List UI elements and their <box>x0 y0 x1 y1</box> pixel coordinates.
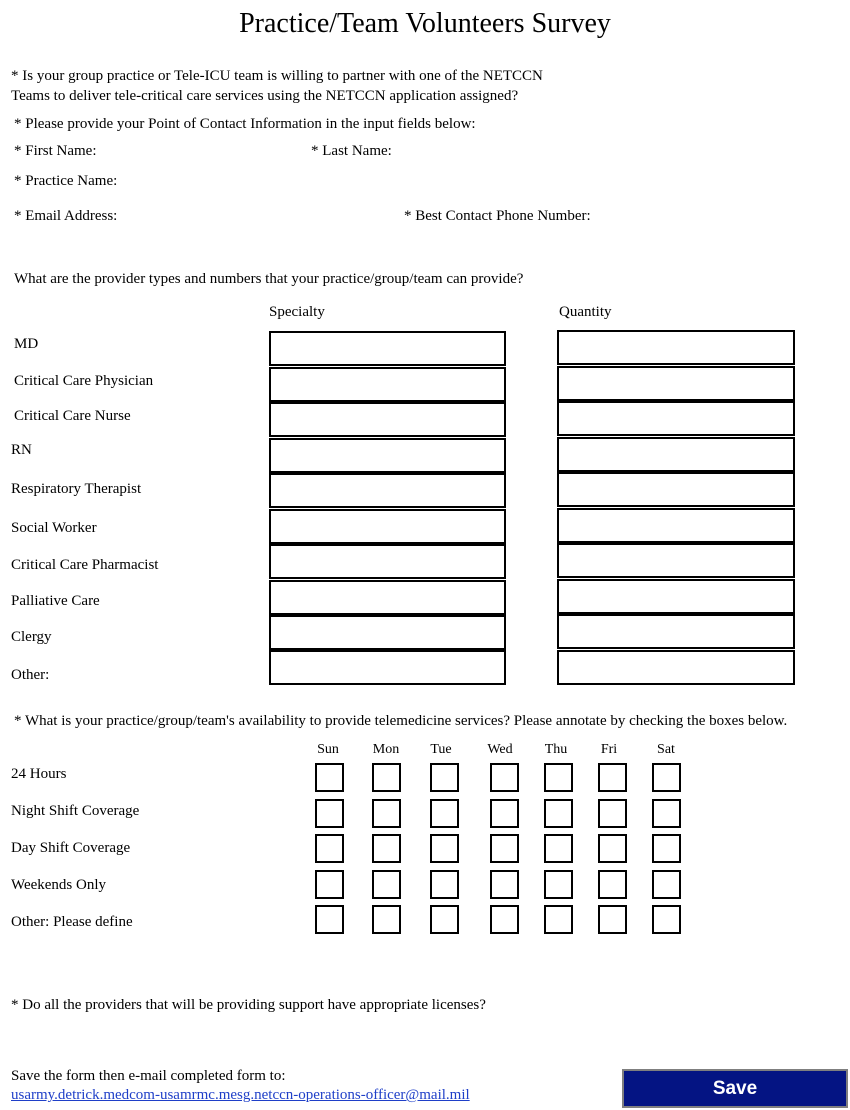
provider-types-question: What are the provider types and numbers that your practice/group/team can provide? <box>14 271 524 287</box>
operations-officer-email-link[interactable]: usarmy.detrick.medcom-usamrmc.mesg.netccn-operations-officer@mail.mil <box>11 1087 470 1103</box>
last-name-label: * Last Name: <box>311 143 392 159</box>
provider-label-critical-care-physician: Critical Care Physician <box>14 373 154 389</box>
availability-label-night-shift: Night Shift Coverage <box>11 803 140 819</box>
palliative-care-quantity-field[interactable] <box>557 579 795 614</box>
other-specialty-field[interactable] <box>269 650 506 685</box>
checkbox-weekends-only-mon[interactable] <box>372 870 401 899</box>
checkbox-24-hours-sun[interactable] <box>315 763 344 792</box>
availability-label-other: Other: Please define <box>11 914 133 930</box>
provider-label-rn: RN <box>11 442 32 458</box>
last-name-field[interactable] <box>395 143 595 161</box>
day-header-fri: Fri <box>600 742 618 757</box>
provider-label-respiratory-therapist: Respiratory Therapist <box>11 481 142 497</box>
specialty-header: Specialty <box>269 304 325 320</box>
day-header-sat: Sat <box>657 742 675 757</box>
phone-number-label: * Best Contact Phone Number: <box>404 208 591 224</box>
partner-question-line-2: Teams to deliver tele-critical care services using the NETCCN application assigned? <box>11 88 519 104</box>
first-name-field[interactable] <box>100 143 300 161</box>
critical-care-nurse-quantity-field[interactable] <box>557 401 795 436</box>
email-address-label: * Email Address: <box>14 208 118 224</box>
checkbox-weekends-only-sat[interactable] <box>652 870 681 899</box>
checkbox-day-shift-coverage-tue[interactable] <box>430 834 459 863</box>
checkbox-weekends-only-tue[interactable] <box>430 870 459 899</box>
checkbox-day-shift-coverage-wed[interactable] <box>490 834 519 863</box>
checkbox-day-shift-coverage-thu[interactable] <box>544 834 573 863</box>
provider-label-md: MD <box>14 336 39 352</box>
respiratory-therapist-quantity-field[interactable] <box>557 472 795 507</box>
checkbox-24-hours-tue[interactable] <box>430 763 459 792</box>
partner-question-line-1: * Is your group practice or Tele-ICU team is willing to partner with one of the NETCCN <box>11 68 543 84</box>
email-address-field[interactable] <box>122 208 392 226</box>
checkbox-night-shift-coverage-sat[interactable] <box>652 799 681 828</box>
rn-quantity-field[interactable] <box>557 437 795 472</box>
page-title: Practice/Team Volunteers Survey <box>239 8 611 39</box>
availability-label-24-hours: 24 Hours <box>11 766 67 782</box>
social-worker-quantity-field[interactable] <box>557 508 795 543</box>
checkbox-night-shift-coverage-mon[interactable] <box>372 799 401 828</box>
checkbox-other-please-define-mon[interactable] <box>372 905 401 934</box>
phone-number-field[interactable] <box>604 208 804 226</box>
checkbox-day-shift-coverage-sat[interactable] <box>652 834 681 863</box>
critical-care-physician-specialty-field[interactable] <box>269 367 506 402</box>
clergy-specialty-field[interactable] <box>269 615 506 650</box>
provider-label-clergy: Clergy <box>11 629 52 645</box>
other-quantity-field[interactable] <box>557 650 795 685</box>
day-header-thu: Thu <box>544 742 568 757</box>
checkbox-weekends-only-wed[interactable] <box>490 870 519 899</box>
checkbox-other-please-define-tue[interactable] <box>430 905 459 934</box>
checkbox-24-hours-mon[interactable] <box>372 763 401 792</box>
day-header-wed: Wed <box>487 742 513 757</box>
critical-care-nurse-specialty-field[interactable] <box>269 402 506 437</box>
checkbox-other-please-define-thu[interactable] <box>544 905 573 934</box>
checkbox-other-please-define-sat[interactable] <box>652 905 681 934</box>
provider-label-social-worker: Social Worker <box>11 520 97 536</box>
checkbox-other-please-define-wed[interactable] <box>490 905 519 934</box>
checkbox-day-shift-coverage-sun[interactable] <box>315 834 344 863</box>
critical-care-physician-quantity-field[interactable] <box>557 366 795 401</box>
day-header-mon: Mon <box>372 742 400 757</box>
day-header-tue: Tue <box>430 742 452 757</box>
day-header-sun: Sun <box>317 742 339 757</box>
contact-prompt: * Please provide your Point of Contact Information in the input fields below: <box>14 116 476 132</box>
availability-label-day-shift: Day Shift Coverage <box>11 840 131 856</box>
availability-label-weekends-only: Weekends Only <box>11 877 107 893</box>
checkbox-24-hours-sat[interactable] <box>652 763 681 792</box>
provider-label-palliative-care: Palliative Care <box>11 593 100 609</box>
rn-specialty-field[interactable] <box>269 438 506 473</box>
checkbox-night-shift-coverage-sun[interactable] <box>315 799 344 828</box>
critical-care-pharmacist-specialty-field[interactable] <box>269 544 506 579</box>
checkbox-other-please-define-fri[interactable] <box>598 905 627 934</box>
availability-question: * What is your practice/group/team's availability to provide telemedicine services? Please annotate by checking the boxes below. <box>14 713 788 729</box>
clergy-quantity-field[interactable] <box>557 614 795 649</box>
checkbox-day-shift-coverage-fri[interactable] <box>598 834 627 863</box>
social-worker-specialty-field[interactable] <box>269 509 506 544</box>
checkbox-weekends-only-sun[interactable] <box>315 870 344 899</box>
provider-label-critical-care-pharmacist: Critical Care Pharmacist <box>11 557 159 573</box>
checkbox-weekends-only-thu[interactable] <box>544 870 573 899</box>
respiratory-therapist-specialty-field[interactable] <box>269 473 506 508</box>
practice-name-field[interactable] <box>125 173 525 191</box>
checkbox-24-hours-wed[interactable] <box>490 763 519 792</box>
checkbox-night-shift-coverage-fri[interactable] <box>598 799 627 828</box>
checkbox-24-hours-thu[interactable] <box>544 763 573 792</box>
critical-care-pharmacist-quantity-field[interactable] <box>557 543 795 578</box>
licenses-question: * Do all the providers that will be providing support have appropriate licenses? <box>11 997 486 1013</box>
palliative-care-specialty-field[interactable] <box>269 580 506 615</box>
md-quantity-field[interactable] <box>557 330 795 365</box>
checkbox-night-shift-coverage-wed[interactable] <box>490 799 519 828</box>
checkbox-other-please-define-sun[interactable] <box>315 905 344 934</box>
checkbox-24-hours-fri[interactable] <box>598 763 627 792</box>
save-instruction: Save the form then e-mail completed form to: <box>11 1068 286 1084</box>
provider-label-critical-care-nurse: Critical Care Nurse <box>14 408 131 424</box>
checkbox-night-shift-coverage-tue[interactable] <box>430 799 459 828</box>
save-button[interactable]: Save <box>622 1069 848 1108</box>
checkbox-night-shift-coverage-thu[interactable] <box>544 799 573 828</box>
provider-label-other: Other: <box>11 667 50 683</box>
checkbox-weekends-only-fri[interactable] <box>598 870 627 899</box>
md-specialty-field[interactable] <box>269 331 506 366</box>
first-name-label: * First Name: <box>14 143 97 159</box>
practice-name-label: * Practice Name: <box>14 173 118 189</box>
checkbox-day-shift-coverage-mon[interactable] <box>372 834 401 863</box>
quantity-header: Quantity <box>559 304 612 320</box>
